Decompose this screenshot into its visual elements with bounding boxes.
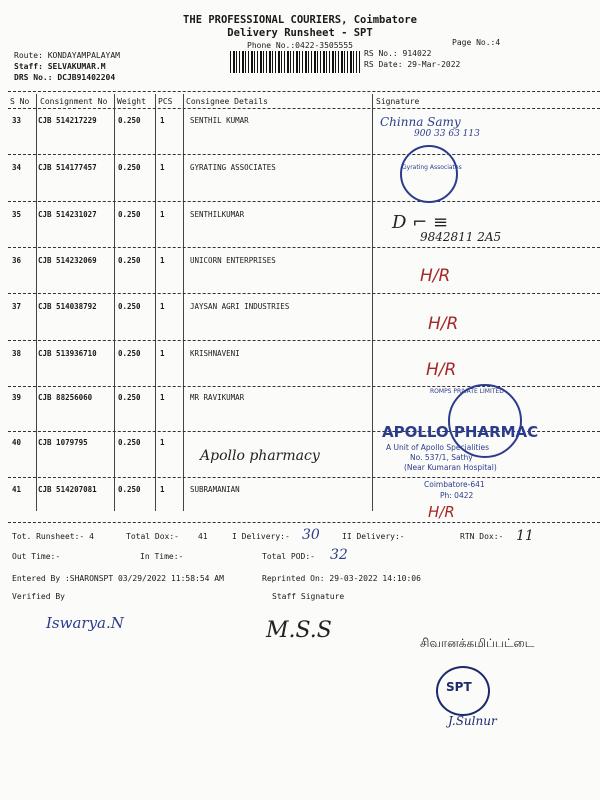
row-pcs: 1	[160, 256, 165, 265]
total-pod-value: 32	[330, 547, 348, 563]
total-dox-label: Total Dox:-	[126, 532, 179, 541]
row-sno: 38	[12, 349, 22, 358]
staff-name: Staff: SELVAKUMAR.M	[14, 62, 106, 71]
row-consignee: MR RAVIKUMAR	[190, 393, 245, 402]
row-pcs: 1	[160, 393, 165, 402]
row-separator	[8, 201, 600, 202]
row-pcs: 1	[160, 485, 165, 494]
row-consignment: CJB 1079795	[38, 438, 88, 447]
barcode	[230, 51, 360, 73]
rtn-dox-value: 11	[516, 528, 534, 544]
staff-signature-label: Staff Signature	[272, 592, 345, 601]
total-runsheet: Tot. Runsheet:- 4	[12, 532, 94, 541]
row-consignee: SENTHIL KUMAR	[190, 116, 249, 125]
out-time-label: Out Time:-	[12, 552, 61, 561]
rs-number: RS No.: 914022	[364, 49, 432, 58]
col-sno: S No	[10, 97, 30, 106]
row-weight: 0.250	[118, 163, 141, 172]
row-sno: 40	[12, 438, 22, 447]
col-divider	[372, 94, 373, 511]
row-consignee: SUBRAMANIAN	[190, 485, 240, 494]
spt-stamp-text: SPT	[446, 680, 472, 694]
apollo-phone: Ph: 0422	[440, 491, 474, 500]
col-divider	[36, 94, 37, 511]
row-weight: 0.250	[118, 393, 141, 402]
row-consignee: GYRATING ASSOCIATES	[190, 163, 276, 172]
apollo-address-2: (Near Kumaran Hospital)	[404, 463, 497, 472]
col-consignment: Consignment No	[40, 97, 108, 106]
col-signature: Signature	[376, 97, 420, 106]
total-dox-value: 41	[198, 532, 208, 541]
table-bottom-rule	[8, 522, 600, 523]
table-top-rule	[8, 91, 600, 92]
handwritten-apollo-pharmacy: Apollo pharmacy	[200, 448, 320, 464]
row-weight: 0.250	[118, 349, 141, 358]
verifier-signature: Iswarya.N	[46, 614, 124, 632]
row-consignment: CJB 514207081	[38, 485, 97, 494]
row-consignee: UNICORN ENTERPRISES	[190, 256, 276, 265]
verified-by-label: Verified By	[12, 592, 65, 601]
col-divider	[155, 94, 156, 511]
row-separator	[8, 247, 600, 248]
apollo-address-3: Coimbatore-641	[424, 480, 485, 489]
row-sno: 35	[12, 210, 22, 219]
row-weight: 0.250	[118, 210, 141, 219]
col-divider	[183, 94, 184, 511]
row-weight: 0.250	[118, 116, 141, 125]
apollo-address-1: No. 537/1, Sathy	[410, 453, 473, 462]
signature-row33: Chinna Samy	[380, 115, 461, 129]
phone-number: Phone No.:0422-3505555	[247, 41, 353, 50]
entered-by: Entered By :SHARONSPT 03/29/2022 11:58:54 AM	[12, 574, 224, 583]
i-delivery-label: I Delivery:-	[232, 532, 290, 541]
signature-row35: D ⌐ ≡	[392, 212, 449, 233]
row-consignment: CJB 513936710	[38, 349, 97, 358]
row-pcs: 1	[160, 116, 165, 125]
apollo-name: APOLLO PHARMAC	[382, 423, 539, 441]
company-title: THE PROFESSIONAL COURIERS, Coimbatore	[183, 14, 417, 26]
row-pcs: 1	[160, 349, 165, 358]
row-pcs: 1	[160, 438, 165, 447]
spt-signature: J.Sulnur	[448, 714, 497, 728]
row-sno: 34	[12, 163, 22, 172]
row-sno: 39	[12, 393, 22, 402]
row-separator	[8, 293, 600, 294]
row-pcs: 1	[160, 302, 165, 311]
row-weight: 0.250	[118, 256, 141, 265]
apollo-ring-text: ROMPS PRIVATE LIMITED	[430, 388, 504, 395]
row-sno: 37	[12, 302, 22, 311]
row-consignee: JAYSAN AGRI INDUSTRIES	[190, 302, 290, 311]
rs-date: RS Date: 29-Mar-2022	[364, 60, 461, 69]
col-weight: Weight	[117, 97, 146, 106]
row-sno: 33	[12, 116, 22, 125]
row-sno: 41	[12, 485, 22, 494]
hr-mark-row36: H/R	[420, 266, 451, 286]
table-header-rule	[8, 108, 600, 109]
page-number: Page No.:4	[452, 38, 501, 47]
hr-mark-row37: H/R	[428, 314, 459, 334]
total-pod-label: Total POD:-	[262, 552, 315, 561]
reprinted-on: Reprinted On: 29-03-2022 14:10:06	[262, 574, 421, 583]
row-consignee: SENTHILKUMAR	[190, 210, 245, 219]
tamil-note: சிவானக்கமிப்பட்டை	[420, 636, 535, 650]
phone-row35: 9842811 2A5	[420, 230, 502, 244]
row-separator	[8, 477, 600, 478]
phone-row33: 900 33 63 113	[414, 129, 480, 139]
row-separator	[8, 340, 600, 341]
in-time-label: In Time:-	[140, 552, 184, 561]
row-sno: 36	[12, 256, 22, 265]
gyrating-stamp	[400, 145, 458, 203]
row-consignee: KRISHNAVENI	[190, 349, 240, 358]
ii-delivery-label: II Delivery:-	[342, 532, 405, 541]
route: Route: KONDAYAMPALAYAM	[14, 51, 120, 60]
row-pcs: 1	[160, 210, 165, 219]
row-weight: 0.250	[118, 302, 141, 311]
row-consignment: CJB 514217229	[38, 116, 97, 125]
hr-mark-row38: H/R	[426, 360, 457, 380]
row-consignment: CJB 514231027	[38, 210, 97, 219]
apollo-unit: A Unit of Apollo Specialities	[386, 443, 490, 452]
row-consignment: CJB 514232069	[38, 256, 97, 265]
sheet-title: Delivery Runsheet - SPT	[227, 27, 373, 39]
row-weight: 0.250	[118, 438, 141, 447]
row-consignment: CJB 88256060	[38, 393, 93, 402]
hr-mark-row41: H/R	[428, 503, 455, 521]
row-separator	[8, 386, 600, 387]
row-consignment: CJB 514177457	[38, 163, 97, 172]
row-separator	[8, 154, 600, 155]
staff-handwritten-signature: M.S.S	[266, 618, 332, 643]
row-consignment: CJB 514038792	[38, 302, 97, 311]
drs-number: DRS No.: DCJB91402204	[14, 73, 116, 82]
i-delivery-value: 30	[302, 527, 320, 543]
rtn-dox-label: RTN Dox:-	[460, 532, 504, 541]
row-weight: 0.250	[118, 485, 141, 494]
gyrating-stamp-text: Gyrating Associates	[402, 164, 462, 171]
col-pcs: PCS	[158, 97, 173, 106]
col-consignee: Consignee Details	[186, 97, 268, 106]
col-divider	[114, 94, 115, 511]
row-pcs: 1	[160, 163, 165, 172]
